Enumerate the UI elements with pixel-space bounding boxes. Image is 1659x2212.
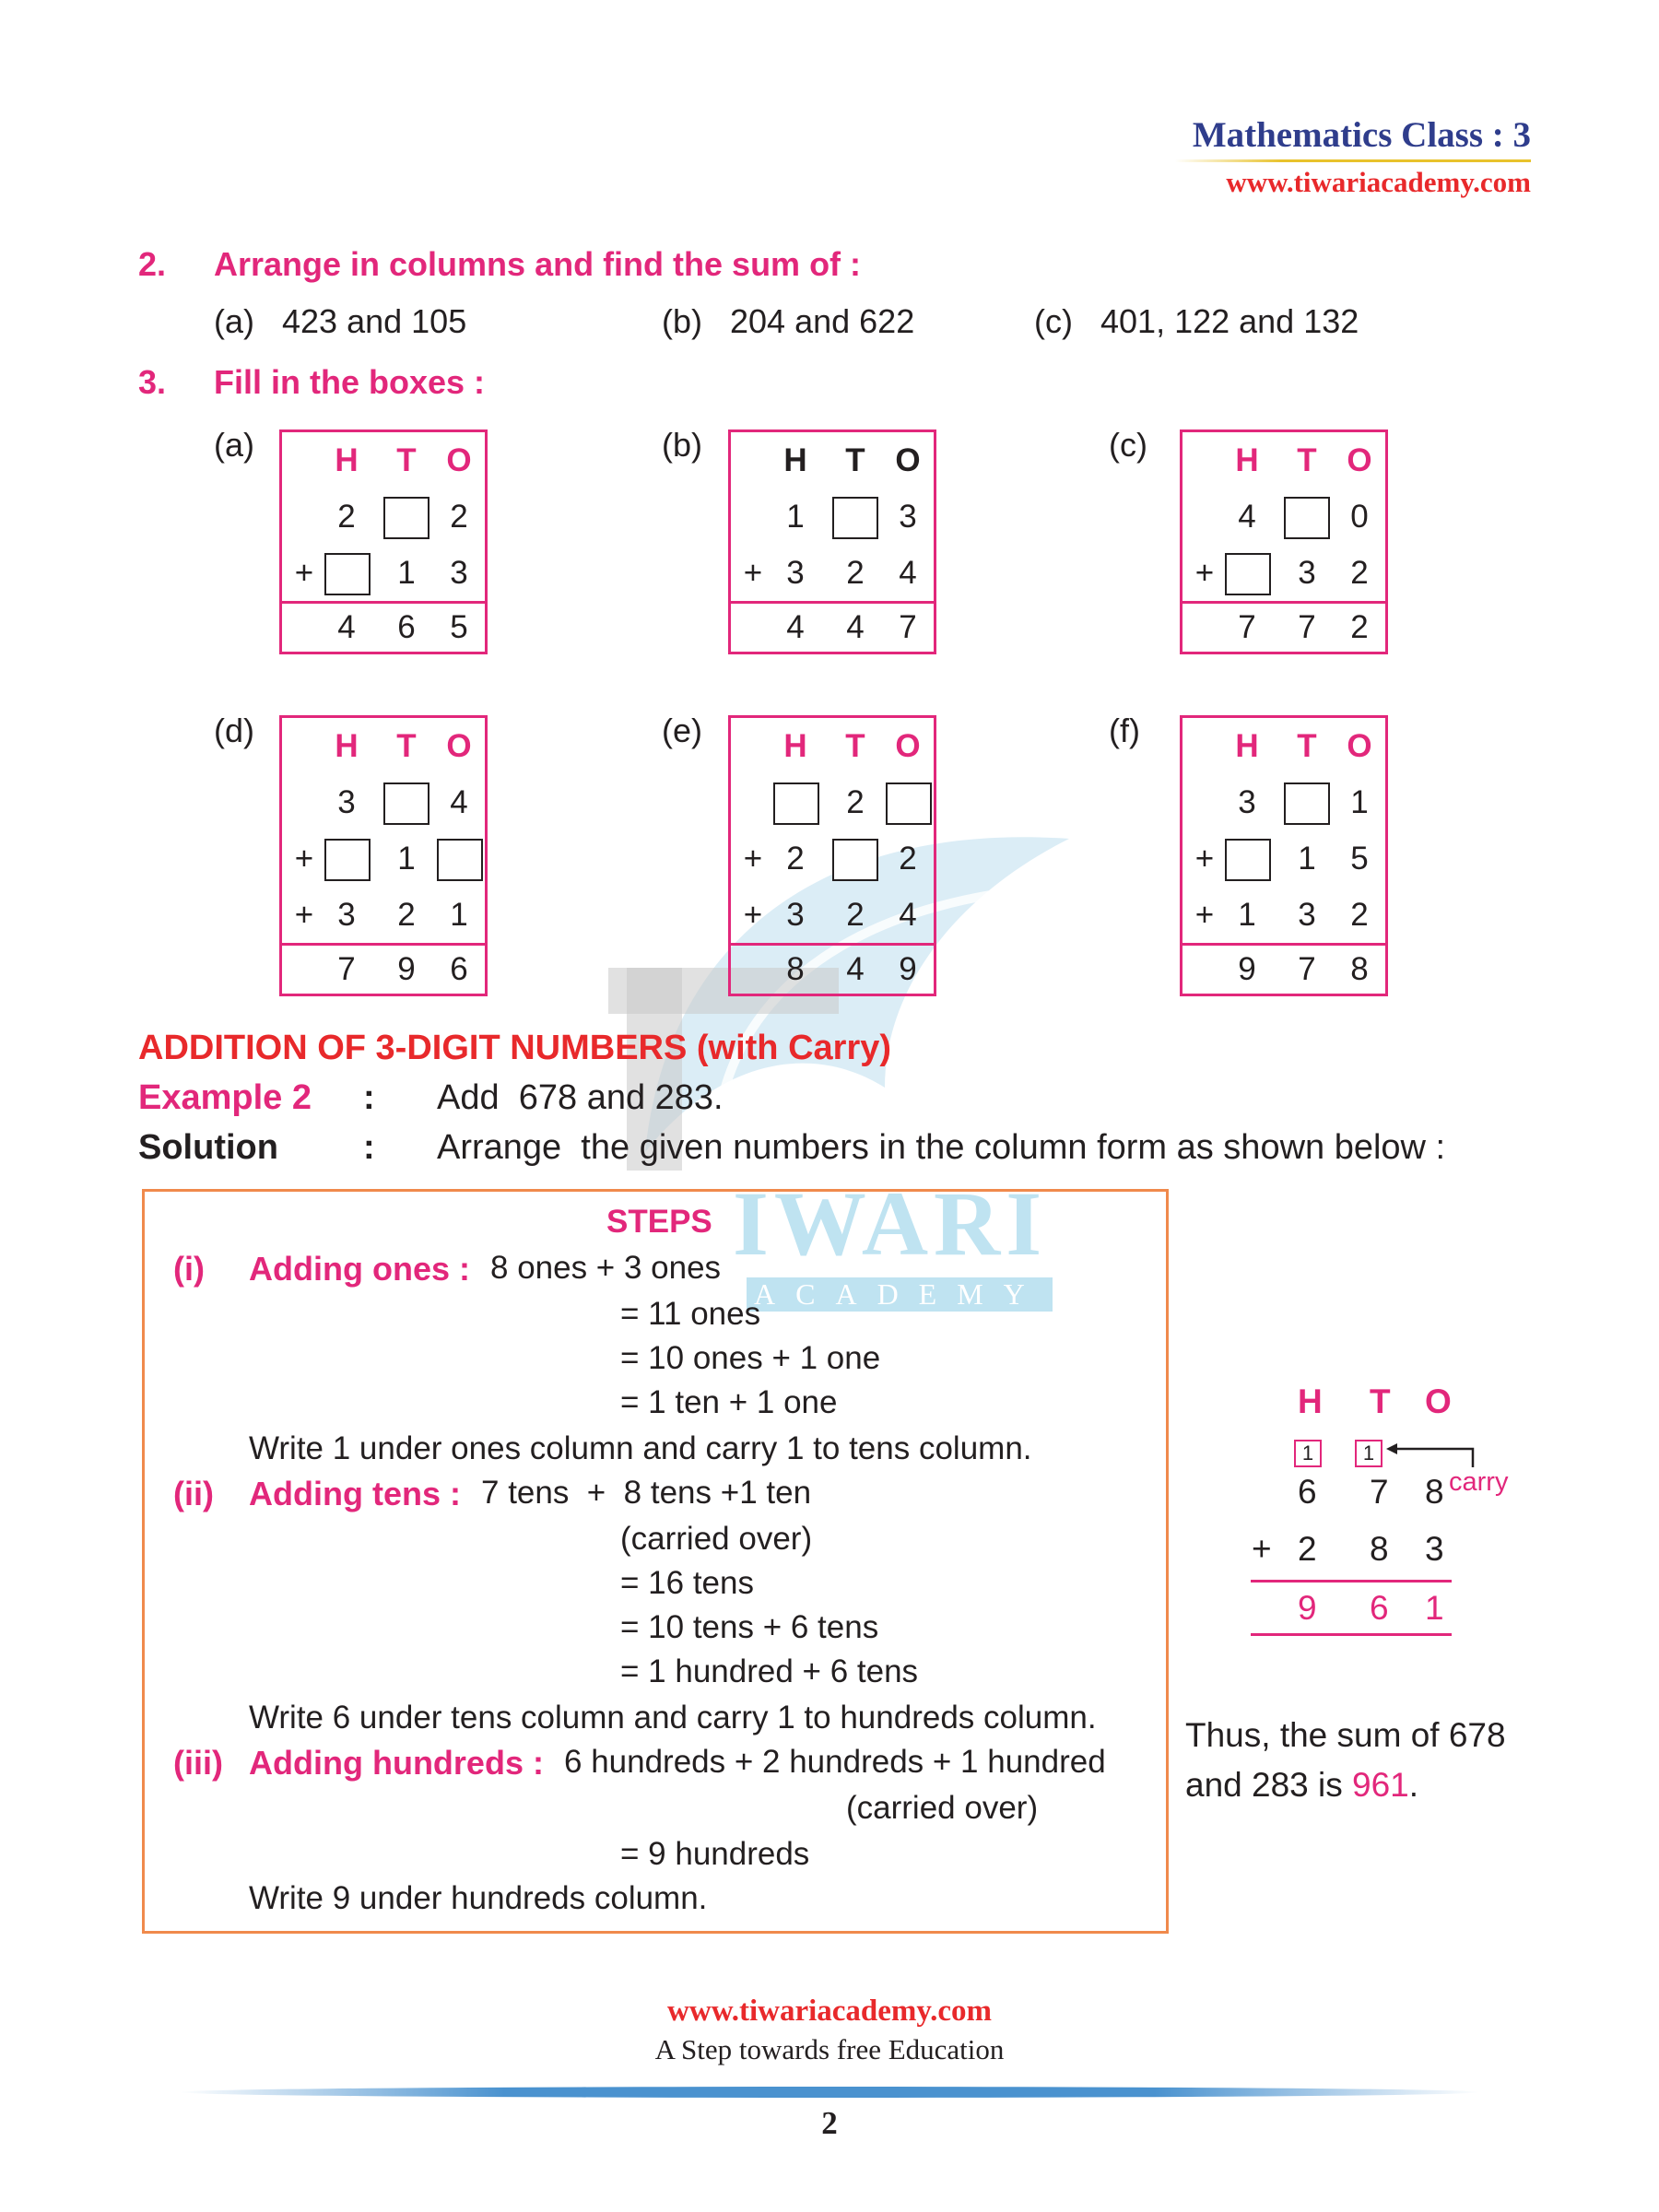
- carry-label: carry: [1449, 1467, 1509, 1497]
- digit: 7: [1238, 609, 1256, 645]
- digit: 9: [397, 951, 416, 987]
- digit: 7: [337, 951, 356, 987]
- step-ii-tag: (ii): [173, 1475, 214, 1512]
- carry-box-hundreds: 1: [1294, 1440, 1322, 1467]
- footer-divider: [180, 2087, 1479, 2098]
- steps-title: STEPS: [606, 1204, 712, 1240]
- digit: 1: [450, 897, 468, 933]
- step-ii-write: Write 6 under tens column and carry 1 to hundreds column.: [249, 1700, 1097, 1735]
- hto-header-row: [1182, 718, 1385, 774]
- digit: 1: [1238, 897, 1256, 933]
- side-row-2: [1252, 1530, 1473, 1576]
- plus-sign: +: [743, 555, 763, 591]
- hto-box-d: [279, 715, 488, 996]
- step-iii-write: Write 9 under hundreds column.: [249, 1880, 708, 1916]
- page-header-title: Mathematics Class : 3: [1192, 115, 1531, 155]
- hto-row-2: [282, 545, 485, 601]
- watermark-subtext: ACADEMY: [747, 1277, 1053, 1312]
- hto-box-a: [279, 429, 488, 654]
- step-ii-line-2: = 16 tens: [620, 1565, 754, 1601]
- h-header: H: [783, 442, 807, 478]
- t-header: T: [845, 728, 865, 764]
- hto-box-f: [1180, 715, 1388, 996]
- box-a-label: (a): [214, 426, 254, 464]
- digit: 7: [899, 609, 917, 645]
- footer-tagline: A Step towards free Education: [654, 2033, 1005, 2065]
- blank-input-box[interactable]: [832, 839, 878, 881]
- o-header: O: [1347, 442, 1372, 478]
- step-ii-line-3: = 10 tens + 6 tens: [620, 1609, 879, 1645]
- digit: 2: [1350, 555, 1369, 591]
- side-row-1: [1290, 1473, 1475, 1519]
- question-3-text: Fill in the boxes :: [214, 363, 486, 401]
- q2-item-a: [214, 302, 466, 341]
- hto-row-2: [731, 830, 934, 887]
- digit: 4: [450, 784, 468, 820]
- blank-input-box[interactable]: [1284, 782, 1330, 825]
- h-header: H: [1235, 728, 1259, 764]
- digit: 6: [450, 951, 468, 987]
- q2-item-c: [1034, 302, 1359, 341]
- digit: 4: [846, 951, 865, 987]
- digit: 1: [397, 841, 416, 877]
- digit: 4: [846, 609, 865, 645]
- q2-item-tag: (a): [214, 302, 254, 340]
- hto-row-2: [731, 545, 934, 601]
- digit: 8: [786, 951, 805, 987]
- digit: 2: [397, 897, 416, 933]
- hto-sum-row: [731, 601, 934, 652]
- blank-input-box[interactable]: [1225, 839, 1271, 881]
- hto-row-1: [282, 488, 485, 545]
- blank-input-box[interactable]: [383, 497, 429, 539]
- h-header: H: [335, 728, 359, 764]
- blank-input-box[interactable]: [1284, 497, 1330, 539]
- step-iii-line-0: 6 hundreds + 2 hundreds + 1 hundred: [564, 1744, 1106, 1780]
- step-i-tag: (i): [173, 1250, 205, 1288]
- solution-label: Solution: [138, 1128, 278, 1167]
- side-result-row: [1290, 1589, 1475, 1635]
- question-2-text: Arrange in columns and find the sum of :: [214, 245, 862, 283]
- digit: 2: [786, 841, 805, 877]
- t-header: T: [396, 728, 417, 764]
- side-rule-top: [1251, 1580, 1452, 1583]
- watermark-text: IWARI: [733, 1172, 1048, 1275]
- step-ii-line-4: = 1 hundred + 6 tens: [620, 1653, 919, 1689]
- o-header: O: [446, 442, 472, 478]
- box-b-label: (b): [662, 426, 702, 464]
- carry-box-tens: 1: [1355, 1440, 1382, 1467]
- step-i-line-3: = 1 ten + 1 one: [620, 1384, 838, 1420]
- t-header: T: [396, 442, 417, 478]
- digit: 1: [1425, 1589, 1444, 1627]
- digit: 5: [450, 609, 468, 645]
- t-header: T: [845, 442, 865, 478]
- footer-url[interactable]: www.tiwariacademy.com: [667, 1994, 992, 2028]
- t-header: T: [1297, 442, 1317, 478]
- plus-sign: +: [294, 555, 314, 591]
- step-ii-line-1: (carried over): [620, 1521, 813, 1557]
- hto-row-1: [731, 488, 934, 545]
- blank-input-box[interactable]: [324, 553, 371, 595]
- digit: 2: [846, 555, 865, 591]
- o-header: O: [1347, 728, 1372, 764]
- o-header: O: [895, 728, 921, 764]
- solution-colon: :: [363, 1128, 375, 1167]
- o-header: O: [446, 728, 472, 764]
- conclusion-prefix: Thus, the sum of 678 and 283 is: [1185, 1716, 1506, 1804]
- digit: 6: [397, 609, 416, 645]
- hto-sum-row: [282, 943, 485, 994]
- digit: 3: [786, 555, 805, 591]
- plus-sign: +: [1252, 1530, 1272, 1568]
- blank-input-box[interactable]: [832, 497, 878, 539]
- step-iii-label: Adding hundreds :: [249, 1744, 544, 1782]
- t-header: T: [1370, 1382, 1391, 1420]
- plus-sign: +: [1194, 841, 1215, 877]
- digit: 7: [1298, 609, 1316, 645]
- digit: 1: [1298, 841, 1316, 877]
- digit: 2: [899, 841, 917, 877]
- digit: 3: [899, 499, 917, 535]
- step-i-label: Adding ones :: [249, 1250, 470, 1288]
- hto-header-row: [282, 432, 485, 488]
- example-text: Add 678 and 283.: [437, 1078, 724, 1117]
- digit: 3: [1298, 897, 1316, 933]
- hto-row-3: [282, 887, 485, 943]
- hto-sum-row: [1182, 943, 1385, 994]
- hto-row-1: [1182, 774, 1385, 830]
- page-number: 2: [821, 2105, 838, 2141]
- hto-header-row: [731, 718, 934, 774]
- question-2-number: 2.: [138, 245, 167, 283]
- hto-row-2: [1182, 830, 1385, 887]
- hto-header-row: [731, 432, 934, 488]
- hto-box-e: [728, 715, 936, 996]
- hto-row-2: [282, 830, 485, 887]
- step-i-line-0: 8 ones + 3 ones: [490, 1250, 722, 1286]
- box-d-label: (d): [214, 712, 254, 749]
- digit: 3: [337, 784, 356, 820]
- digit: 3: [1298, 555, 1316, 591]
- h-header: H: [1298, 1382, 1323, 1420]
- q2-item-text: 401, 122 and 132: [1100, 302, 1359, 340]
- blank-input-box[interactable]: [886, 782, 932, 825]
- header-divider: [1175, 159, 1531, 162]
- solution-text: Arrange the given numbers in the column form as shown below :: [437, 1128, 1446, 1167]
- digit: 1: [786, 499, 805, 535]
- hto-row-1: [282, 774, 485, 830]
- digit: 6: [1370, 1589, 1389, 1627]
- digit: 3: [1425, 1530, 1444, 1568]
- q2-item-b: [662, 302, 914, 341]
- digit: 2: [846, 784, 865, 820]
- digit: 8: [1425, 1473, 1444, 1511]
- conclusion-value: 961: [1352, 1766, 1409, 1804]
- q2-item-tag: (c): [1034, 302, 1073, 340]
- step-i-line-2: = 10 ones + 1 one: [620, 1340, 881, 1376]
- h-header: H: [1235, 442, 1259, 478]
- plus-sign: +: [1194, 897, 1215, 933]
- hto-sum-row: [282, 601, 485, 652]
- q2-item-text: 423 and 105: [282, 302, 467, 340]
- hto-header-row: [1182, 432, 1385, 488]
- example-colon: :: [363, 1078, 375, 1117]
- digit: 1: [397, 555, 416, 591]
- digit: 3: [786, 897, 805, 933]
- digit: 4: [899, 897, 917, 933]
- digit: 5: [1350, 841, 1369, 877]
- digit: 9: [899, 951, 917, 987]
- h-header: H: [783, 728, 807, 764]
- digit: 1: [1350, 784, 1369, 820]
- digit: 2: [1298, 1530, 1317, 1568]
- digit: 4: [786, 609, 805, 645]
- blank-input-box[interactable]: [324, 839, 371, 881]
- step-ii-line-0: 7 tens + 8 tens +1 ten: [481, 1475, 812, 1511]
- digit: 8: [1370, 1530, 1389, 1568]
- hto-row-1: [1182, 488, 1385, 545]
- digit: 2: [1350, 609, 1369, 645]
- plus-sign: +: [294, 897, 314, 933]
- t-header: T: [1297, 728, 1317, 764]
- step-ii-label: Adding tens :: [249, 1475, 461, 1512]
- digit: 6: [1298, 1473, 1317, 1511]
- digit: 0: [1350, 499, 1369, 535]
- blank-input-box[interactable]: [773, 782, 819, 825]
- hto-row-1: [731, 774, 934, 830]
- section-heading: ADDITION OF 3-DIGIT NUMBERS (with Carry): [138, 1029, 892, 1067]
- h-header: H: [335, 442, 359, 478]
- digit: 4: [899, 555, 917, 591]
- hto-row-2: [1182, 545, 1385, 601]
- page-header-url[interactable]: www.tiwariacademy.com: [1226, 166, 1531, 198]
- plus-sign: +: [743, 897, 763, 933]
- o-header: O: [1425, 1382, 1452, 1420]
- digit: 3: [1238, 784, 1256, 820]
- blank-input-box[interactable]: [437, 839, 483, 881]
- example-label: Example 2: [138, 1078, 312, 1117]
- hto-row-3: [731, 887, 934, 943]
- digit: 4: [1238, 499, 1256, 535]
- step-iii-tag: (iii): [173, 1744, 223, 1782]
- question-3-number: 3.: [138, 363, 167, 401]
- blank-input-box[interactable]: [383, 782, 429, 825]
- plus-sign: +: [294, 841, 314, 877]
- o-header: O: [895, 442, 921, 478]
- blank-input-box[interactable]: [1225, 553, 1271, 595]
- box-c-label: (c): [1109, 426, 1147, 464]
- digit: 4: [337, 609, 356, 645]
- hto-box-c: [1180, 429, 1388, 654]
- q2-item-text: 204 and 622: [730, 302, 915, 340]
- digit: 9: [1298, 1589, 1317, 1627]
- digit: 3: [450, 555, 468, 591]
- hto-sum-row: [1182, 601, 1385, 652]
- hto-box-b: [728, 429, 936, 654]
- side-hto-header: [1290, 1382, 1475, 1429]
- q2-item-tag: (b): [662, 302, 702, 340]
- conclusion-suffix: .: [1408, 1766, 1419, 1804]
- digit: 9: [1238, 951, 1256, 987]
- hto-row-3: [1182, 887, 1385, 943]
- digit: 8: [1350, 951, 1369, 987]
- step-iii-line-2: = 9 hundreds: [620, 1836, 810, 1872]
- digit: 2: [337, 499, 356, 535]
- digit: 7: [1370, 1473, 1389, 1511]
- hto-sum-row: [731, 943, 934, 994]
- conclusion-text: [1185, 1711, 1545, 1810]
- step-iii-line-1: (carried over): [846, 1790, 1039, 1826]
- box-f-label: (f): [1109, 712, 1140, 749]
- digit: 2: [450, 499, 468, 535]
- side-rule-bottom: [1251, 1633, 1452, 1636]
- plus-sign: +: [1194, 555, 1215, 591]
- digit: 7: [1298, 951, 1316, 987]
- hto-header-row: [282, 718, 485, 774]
- step-i-write: Write 1 under ones column and carry 1 to tens column.: [249, 1430, 1032, 1466]
- digit: 2: [1350, 897, 1369, 933]
- box-e-label: (e): [662, 712, 702, 749]
- step-i-line-1: = 11 ones: [620, 1296, 761, 1332]
- plus-sign: +: [743, 841, 763, 877]
- digit: 3: [337, 897, 356, 933]
- digit: 2: [846, 897, 865, 933]
